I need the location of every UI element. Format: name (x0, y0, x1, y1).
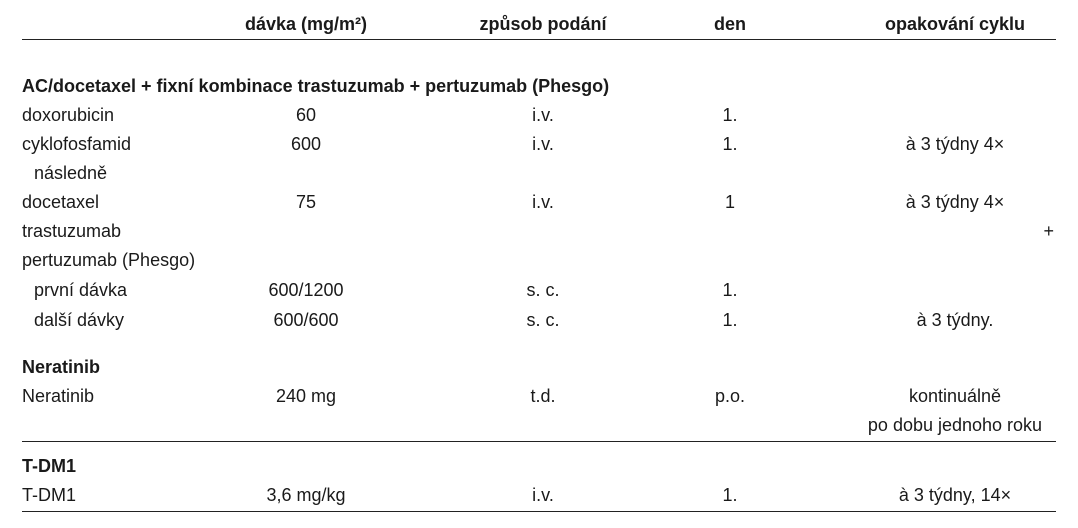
table-row (0, 382, 1078, 411)
table-row (0, 101, 1078, 130)
route: s. c. (526, 280, 560, 300)
section-title: T-DM1 (22, 456, 76, 476)
table-row (0, 306, 1078, 335)
drug-name: doxorubicin (22, 105, 115, 125)
dose: 600 (290, 134, 322, 154)
table-row (0, 217, 1078, 246)
day: 1. (722, 134, 738, 154)
table-row (0, 276, 1078, 305)
divider (22, 441, 1056, 442)
dose: 60 (295, 105, 317, 125)
divider (22, 39, 1056, 40)
header-dose: dávka (mg/m²) (244, 14, 368, 34)
drug-name: docetaxel (22, 192, 100, 212)
divider (22, 511, 1056, 512)
route: i.v. (532, 134, 554, 154)
day: p.o. (714, 386, 746, 406)
day: 1. (722, 280, 738, 300)
table-row (0, 159, 1078, 188)
cycle: à 3 týdny, 14× (898, 485, 1012, 505)
day: 1. (722, 310, 738, 330)
day: 1. (722, 105, 738, 125)
table-row (0, 246, 1078, 275)
drug-name: cyklofosfamid (22, 134, 132, 154)
drug-name: následně (34, 163, 108, 183)
route: i.v. (532, 485, 554, 505)
drug-name: Neratinib (22, 386, 95, 406)
cycle: po dobu jednoho roku (867, 415, 1043, 435)
route: i.v. (532, 192, 554, 212)
table-row (0, 411, 1078, 440)
route: i.v. (532, 105, 554, 125)
day: 1 (724, 192, 736, 212)
drug-name: další dávky (34, 310, 125, 330)
cycle: à 3 týdny 4× (905, 192, 1005, 212)
drug-name: pertuzumab (Phesgo) (22, 250, 196, 270)
table-row (0, 481, 1078, 510)
table-header (0, 10, 1078, 39)
dose: 75 (295, 192, 317, 212)
dose: 600/600 (273, 310, 339, 330)
dose: 3,6 mg/kg (266, 485, 346, 505)
cycle: à 3 týdny 4× (905, 134, 1005, 154)
day: 1. (722, 485, 738, 505)
drug-name: T-DM1 (22, 485, 76, 505)
section-title: Neratinib (22, 357, 101, 377)
drug-name: trastuzumab (22, 221, 122, 241)
cycle: kontinuálně (908, 386, 1002, 406)
dose: 240 mg (275, 386, 337, 406)
cycle: à 3 týdny. (916, 310, 994, 330)
section-title: AC/docetaxel + fixní kombinace trastuzumab + pertuzumab (Phesgo) (22, 76, 610, 96)
header-day: den (713, 14, 747, 34)
plus-sign: + (1043, 221, 1054, 241)
table-row (0, 130, 1078, 159)
dose: 600/1200 (268, 280, 344, 300)
route: t.d. (530, 386, 556, 406)
header-route: způsob podání (479, 14, 607, 34)
route: s. c. (526, 310, 560, 330)
header-cycle: opakování cyklu (884, 14, 1026, 34)
drug-name: první dávka (34, 280, 128, 300)
table-row (0, 188, 1078, 217)
